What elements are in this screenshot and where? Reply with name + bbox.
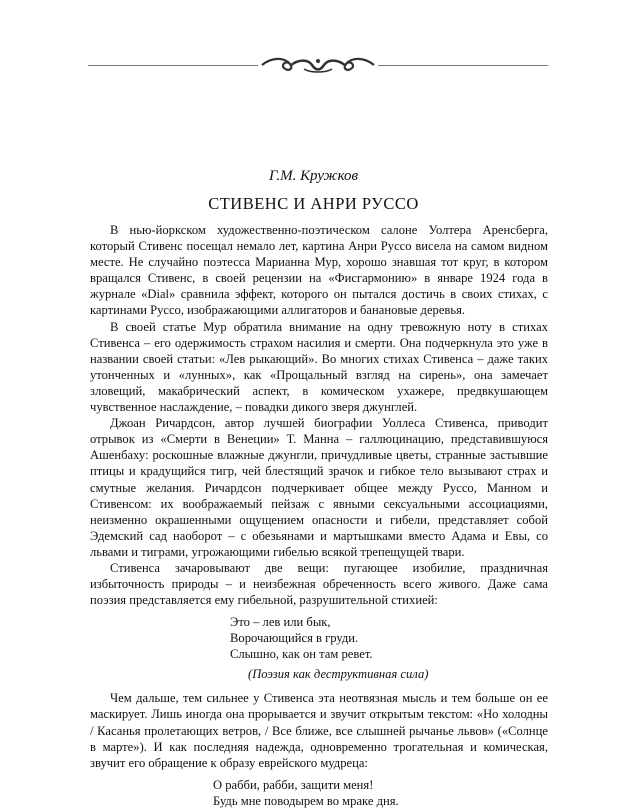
paragraph: Чем дальше, тем сильнее у Стивенса эта неотвязная мысль и тем больше он ее маскирует. Лишь иногда она прорывается и звучит открытым текстом: «Но холодны / Касанья пролетающих ветров, / Все ближе, все слышней рычанье львов» («Солнце в марте»). И как последняя надежда, одновременно трогательная и комическая, звучит его обращение к образу еврейского мудреца:: [90, 691, 548, 770]
verse-line: Слышно, как он там ревет.: [230, 647, 373, 662]
ornament-rule-left: [88, 65, 258, 66]
article-title: СТИВЕНС И АНРИ РУССО: [208, 194, 419, 213]
ornament-rule-right: [378, 65, 548, 66]
article-body: [90, 222, 548, 810]
verse-block: [213, 777, 548, 810]
article-author: Г.М. Кружков: [268, 168, 359, 184]
verse-block: [230, 614, 548, 662]
paragraph: Стивенса зачаровывают две вещи: пугающее изобилие, праздничная избыточность природы – и неизбежная обреченность всего живого. Даже сама поэзия представляется ему гибельной, разрушительной стихией:: [90, 560, 548, 608]
paragraph: В своей статье Мур обратила внимание на одну тревожную ноту в стихах Стивенса – его одержимость страхом насилия и смерти. Она подчеркнула это уже в названии своей статьи: «Лев рыкающий». Во многих стихах Стивенса – даже таких утонченных и «лунных», как «Прощальный взгляд на сирень», она замечает зловещий, макабрический аспект, в комическом ухажере, предвкушающем чувственное наслаждение, – повадки дикого зверя джунглей.: [90, 319, 548, 415]
verse-line: Это – лев или бык,: [230, 615, 331, 630]
paragraph: Джоан Ричардсон, автор лучшей биографии Уоллеса Стивенса, приводит отрывок из «Смерти в Венеции» Т. Манна – галлюцинацию, представившуюся Ашенбаху: роскошные влажные джунгли, причудливые цветы, странные застывшие птицы и крадущийся тигр, чей блестящий зрачок и гибкое тело вызывают страх и смутные желания. Ричардсон подчеркивает общее между Руссо, Манном и Стивенсом: их воображаемый пейзаж с явными сексуальными ассоциациями, неизменно окрашенными ощущением опасности и гибели, представляет собой Эдемский сад наоборот – с обезьянами и мартышками вместо Адама и Евы, со львами и тиграми, угрожающими гибелью всякой трепещущей твари.: [90, 416, 548, 559]
verse-line: Будь мне поводырем во мраке дня.: [213, 794, 399, 809]
verse-caption: (Поэзия как деструктивная сила): [248, 667, 429, 682]
verse-line: О рабби, рабби, защити меня!: [213, 777, 374, 792]
paragraph: В нью-йоркском художественно-поэтическом салоне Уолтера Аренсберга, который Стивенс посещал немало лет, картина Анри Руссо висела на самом видном месте. Не случайно поэтесса Марианна Мур, хорошо знавшая тот круг, в котором вращался Стивенс, в своей рецензии на «Фисгармонию» в январе 1924 года в журнале «Dial» сравнила эффект, которого он пытался достичь в своих стихах, с картинами Руссо, изображающими аллигаторов и банановые деревья.: [90, 223, 548, 318]
verse-line: Ворочающийся в груди.: [230, 631, 359, 646]
decorative-scroll-icon: [260, 55, 376, 75]
header-ornament: [88, 55, 548, 75]
